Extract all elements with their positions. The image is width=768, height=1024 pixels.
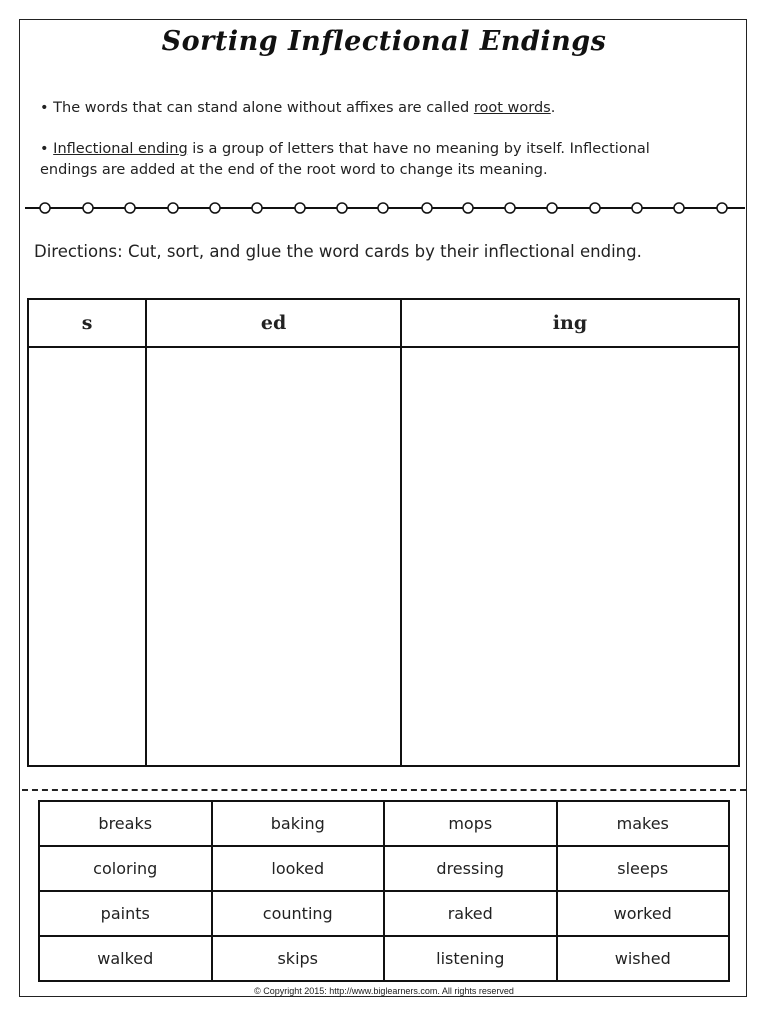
word-card[interactable]: walked [39, 936, 212, 981]
cut-line [22, 789, 746, 791]
drop-column-ing[interactable] [401, 347, 739, 766]
word-card[interactable]: listening [384, 936, 557, 981]
header-ing: ing [401, 299, 739, 347]
bullet-suffix: . [550, 100, 556, 116]
word-card[interactable]: coloring [39, 846, 212, 891]
word-card[interactable]: sleeps [557, 846, 730, 891]
bullet-suffix: is a group of letters that have no meaning by itself. Inflectional endings are added at the end of the root word to change its meaning. [40, 141, 650, 178]
drop-column-s[interactable] [28, 347, 146, 766]
word-card[interactable]: counting [212, 891, 385, 936]
drop-column-ed[interactable] [146, 347, 401, 766]
bead-line-divider [25, 198, 745, 218]
header-s: s [28, 299, 146, 347]
bullet-prefix: • The words that can stand alone without affixes are called [40, 100, 474, 116]
word-cards-grid [38, 800, 730, 982]
directions-text: Directions: Cut, sort, and glue the word cards by their inflectional ending. [34, 242, 642, 261]
word-card[interactable]: baking [212, 801, 385, 846]
sorting-table [27, 298, 740, 767]
header-ed: ed [146, 299, 401, 347]
word-card[interactable]: looked [212, 846, 385, 891]
root-words-term: root words [473, 100, 551, 116]
word-card[interactable]: worked [557, 891, 730, 936]
word-card[interactable]: raked [384, 891, 557, 936]
word-card[interactable]: mops [384, 801, 557, 846]
word-card[interactable]: skips [212, 936, 385, 981]
inflectional-ending-definition [40, 139, 700, 181]
copyright-notice: © Copyright 2015: http://www.biglearners.com. All rights reserved [254, 986, 514, 996]
word-card[interactable]: breaks [39, 801, 212, 846]
worksheet-title: Sorting Inflectional Endings [161, 26, 607, 57]
root-words-definition [40, 98, 700, 119]
word-card[interactable]: wished [557, 936, 730, 981]
bullet-prefix: • [40, 141, 54, 157]
inflectional-ending-term: Inflectional ending [53, 141, 188, 157]
word-card[interactable]: paints [39, 891, 212, 936]
word-card[interactable]: makes [557, 801, 730, 846]
word-card[interactable]: dressing [384, 846, 557, 891]
